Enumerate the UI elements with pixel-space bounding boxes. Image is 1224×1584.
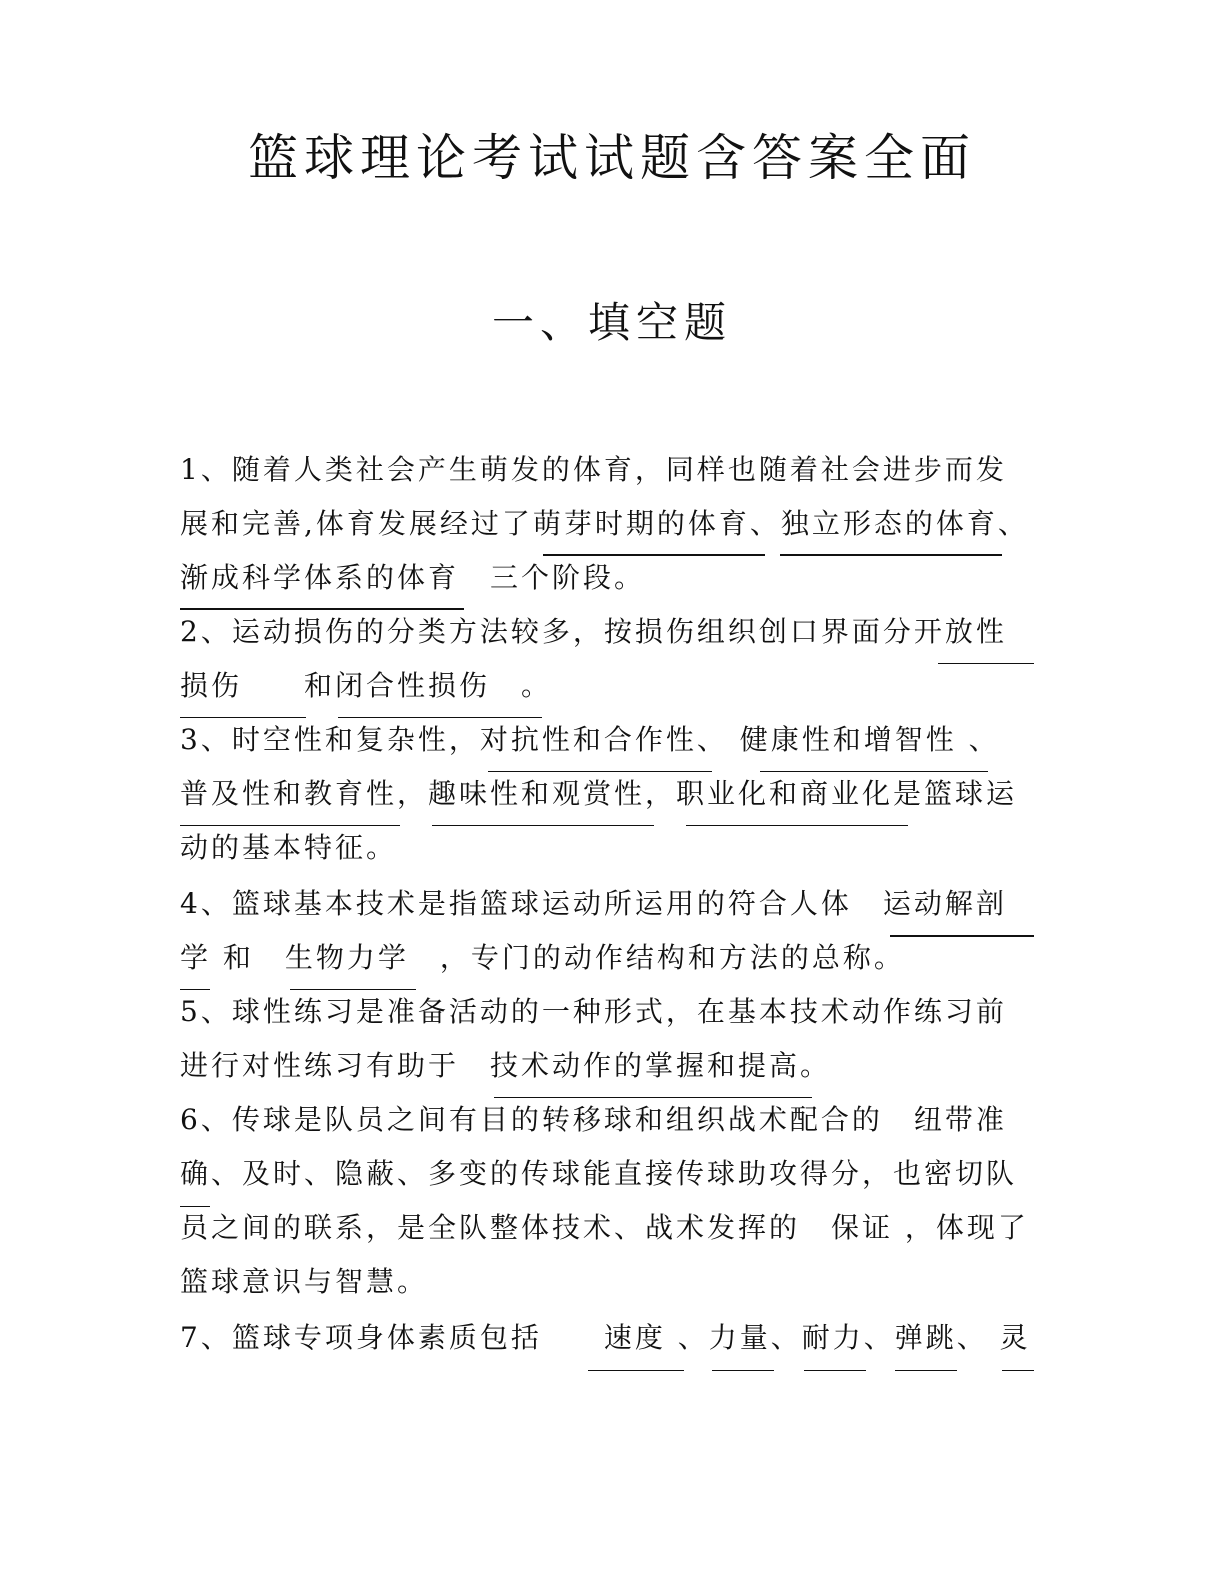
question-5-line-2: 进行对性练习有助于 技术动作的掌握和提高。 — [180, 1049, 832, 1082]
answer-underline — [180, 825, 400, 826]
answer-underline — [180, 717, 306, 718]
answer-underline — [494, 1097, 812, 1098]
document-title: 篮球理论考试试题含答案全面 — [248, 129, 976, 187]
question-1-line-3: 渐成科学体系的体育 三个阶段。 — [180, 561, 646, 594]
question-3-line-2: 普及性和教育性，趣味性和观赏性，职业化和商业化是篮球运 — [180, 777, 1018, 810]
question-2-line-2: 损伤 和闭合性损伤 。 — [180, 669, 553, 702]
question-2-line-1: 2、运动损伤的分类方法较多，按损伤组织创口界面分开放性 — [180, 615, 1007, 648]
question-6-line-2: 确、及时、隐蔽、多变的传球能直接传球助攻得分，也密切队 — [180, 1157, 1018, 1190]
answer-underline — [180, 1206, 210, 1207]
answer-underline — [760, 771, 988, 772]
answer-underline — [686, 825, 908, 826]
answer-underline — [588, 1370, 684, 1371]
answer-underline — [180, 989, 210, 990]
answer-underline — [780, 554, 1002, 556]
answer-underline — [338, 717, 542, 718]
question-1-line-2: 展和完善,体育发展经过了萌芽时期的体育、独立形态的体育、 — [180, 507, 1029, 540]
question-3-line-1: 3、时空性和复杂性，对抗性和合作性、 健康性和增智性 、 — [180, 723, 1000, 756]
question-4-line-1: 4、篮球基本技术是指篮球运动所运用的符合人体 运动解剖 — [180, 887, 1007, 920]
question-5-line-1: 5、球性练习是准备活动的一种形式，在基本技术动作练习前 — [180, 995, 1007, 1028]
question-6-line-3: 员之间的联系，是全队整体技术、战术发挥的 保证 ，体现了 — [180, 1211, 1029, 1244]
question-6-line-4: 篮球意识与智慧。 — [180, 1265, 429, 1298]
question-4-line-2: 学 和 生物力学 ，专门的动作结构和方法的总称。 — [180, 941, 905, 974]
question-1-line-1: 1、随着人类社会产生萌发的体育，同样也随着社会进步而发 — [180, 453, 1007, 486]
answer-underline — [488, 771, 712, 772]
answer-underline — [890, 935, 1034, 937]
answer-underline — [1002, 1370, 1034, 1371]
answer-underline — [290, 989, 416, 990]
section-heading: 一、填空题 — [491, 298, 732, 347]
question-3-line-3: 动的基本特征。 — [180, 831, 398, 864]
answer-underline — [180, 608, 464, 610]
answer-underline — [432, 825, 654, 826]
question-7-line-1: 7、篮球专项身体素质包括 速度 、力量、耐力、弹跳、 灵 — [180, 1321, 1031, 1354]
answer-underline — [543, 554, 765, 556]
answer-underline — [895, 1370, 957, 1371]
answer-underline — [938, 663, 1034, 664]
question-6-line-1: 6、传球是队员之间有目的转移球和组织战术配合的 纽带准 — [180, 1103, 1007, 1136]
answer-underline — [804, 1370, 866, 1371]
answer-underline — [712, 1370, 774, 1371]
